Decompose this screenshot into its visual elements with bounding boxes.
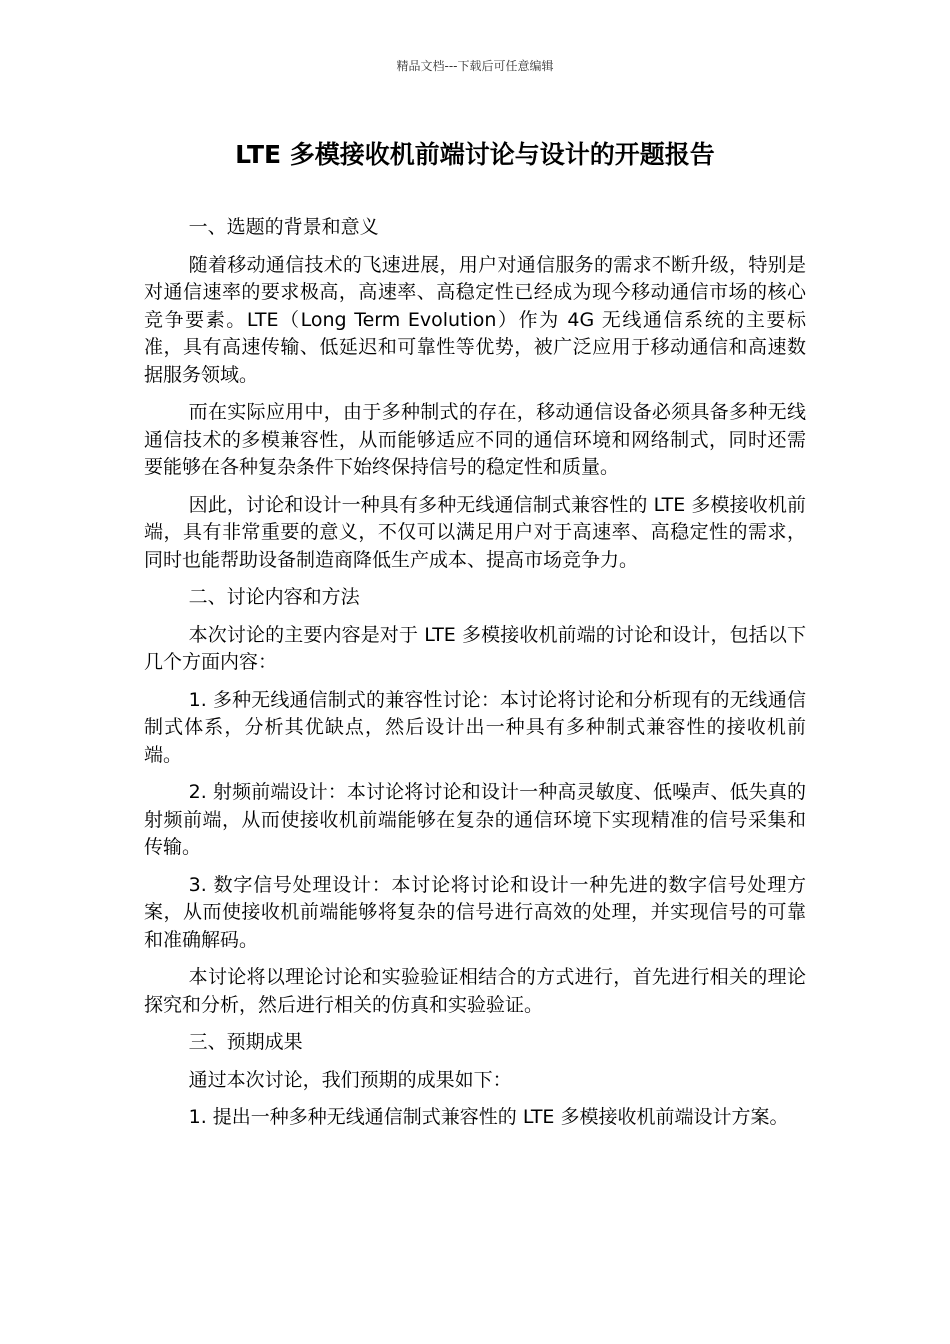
list-item-result-1: 1. 提出一种多种无线通信制式兼容性的 LTE 多模接收机前端设计方案。 xyxy=(188,1106,789,1128)
page-header: 精品文档---下载后可任意编辑 xyxy=(396,59,554,73)
paragraph-background-3: 因此，讨论和设计一种具有多种无线通信制式兼容性的 LTE 多模接收机前端，具有非常重要的意义，不仅可以满足用户对于高速率、高稳定性的需求，同时也能帮助设备制造商降低生产成本、提高市场竞争力。 xyxy=(144,493,806,571)
section-heading-content-methods: 二、讨论内容和方法 xyxy=(188,586,360,608)
document-title: LTE 多模接收机前端讨论与设计的开题报告 xyxy=(235,140,715,169)
paragraph-background-2: 而在实际应用中，由于多种制式的存在，移动通信设备必须具备多种无线通信技术的多模兼容性，从而能够适应不同的通信环境和网络制式，同时还需要能够在各种复杂条件下始终保持信号的稳定性和质量。 xyxy=(144,401,806,478)
section-heading-background: 一、选题的背景和意义 xyxy=(188,216,379,238)
list-item-dsp: 3. 数字信号处理设计：本讨论将讨论和设计一种先进的数字信号处理方案，从而使接收机前端能够将复杂的信号进行高效的处理，并实现信号的可靠和准确解码。 xyxy=(144,873,806,951)
document-body xyxy=(144,214,806,1142)
paragraph-background-1: 随着移动通信技术的飞速进展，用户对通信服务的需求不断升级，特别是对通信速率的要求极高，高速率、高稳定性已经成为现今移动通信市场的核心竞争要素。LTE（Long Term Evolution）作为 4G 无线通信系统的主要标准，具有高速传输、低延迟和可靠性等优势，被广泛应用于移动通信和高速数据服务领域。 xyxy=(144,253,806,386)
paragraph-results-intro: 通过本次讨论，我们预期的成果如下： xyxy=(188,1068,512,1091)
list-item-compatibility: 1. 多种无线通信制式的兼容性讨论：本讨论将讨论和分析现有的无线通信制式体系，分析其优缺点，然后设计出一种具有多种制式兼容性的接收机前端。 xyxy=(144,688,806,766)
list-item-rf-frontend: 2. 射频前端设计：本讨论将讨论和设计一种高灵敏度、低噪声、低失真的射频前端，从而使接收机前端能够在复杂的通信环境下实现精准的信号采集和传输。 xyxy=(144,781,806,858)
paragraph-content-intro: 本次讨论的主要内容是对于 LTE 多模接收机前端的讨论和设计，包括以下几个方面内容： xyxy=(144,623,806,673)
section-heading-expected-results: 三、预期成果 xyxy=(188,1031,303,1053)
paragraph-methods: 本讨论将以理论讨论和实验验证相结合的方式进行，首先进行相关的理论探究和分析，然后进行相关的仿真和实验验证。 xyxy=(144,966,806,1016)
